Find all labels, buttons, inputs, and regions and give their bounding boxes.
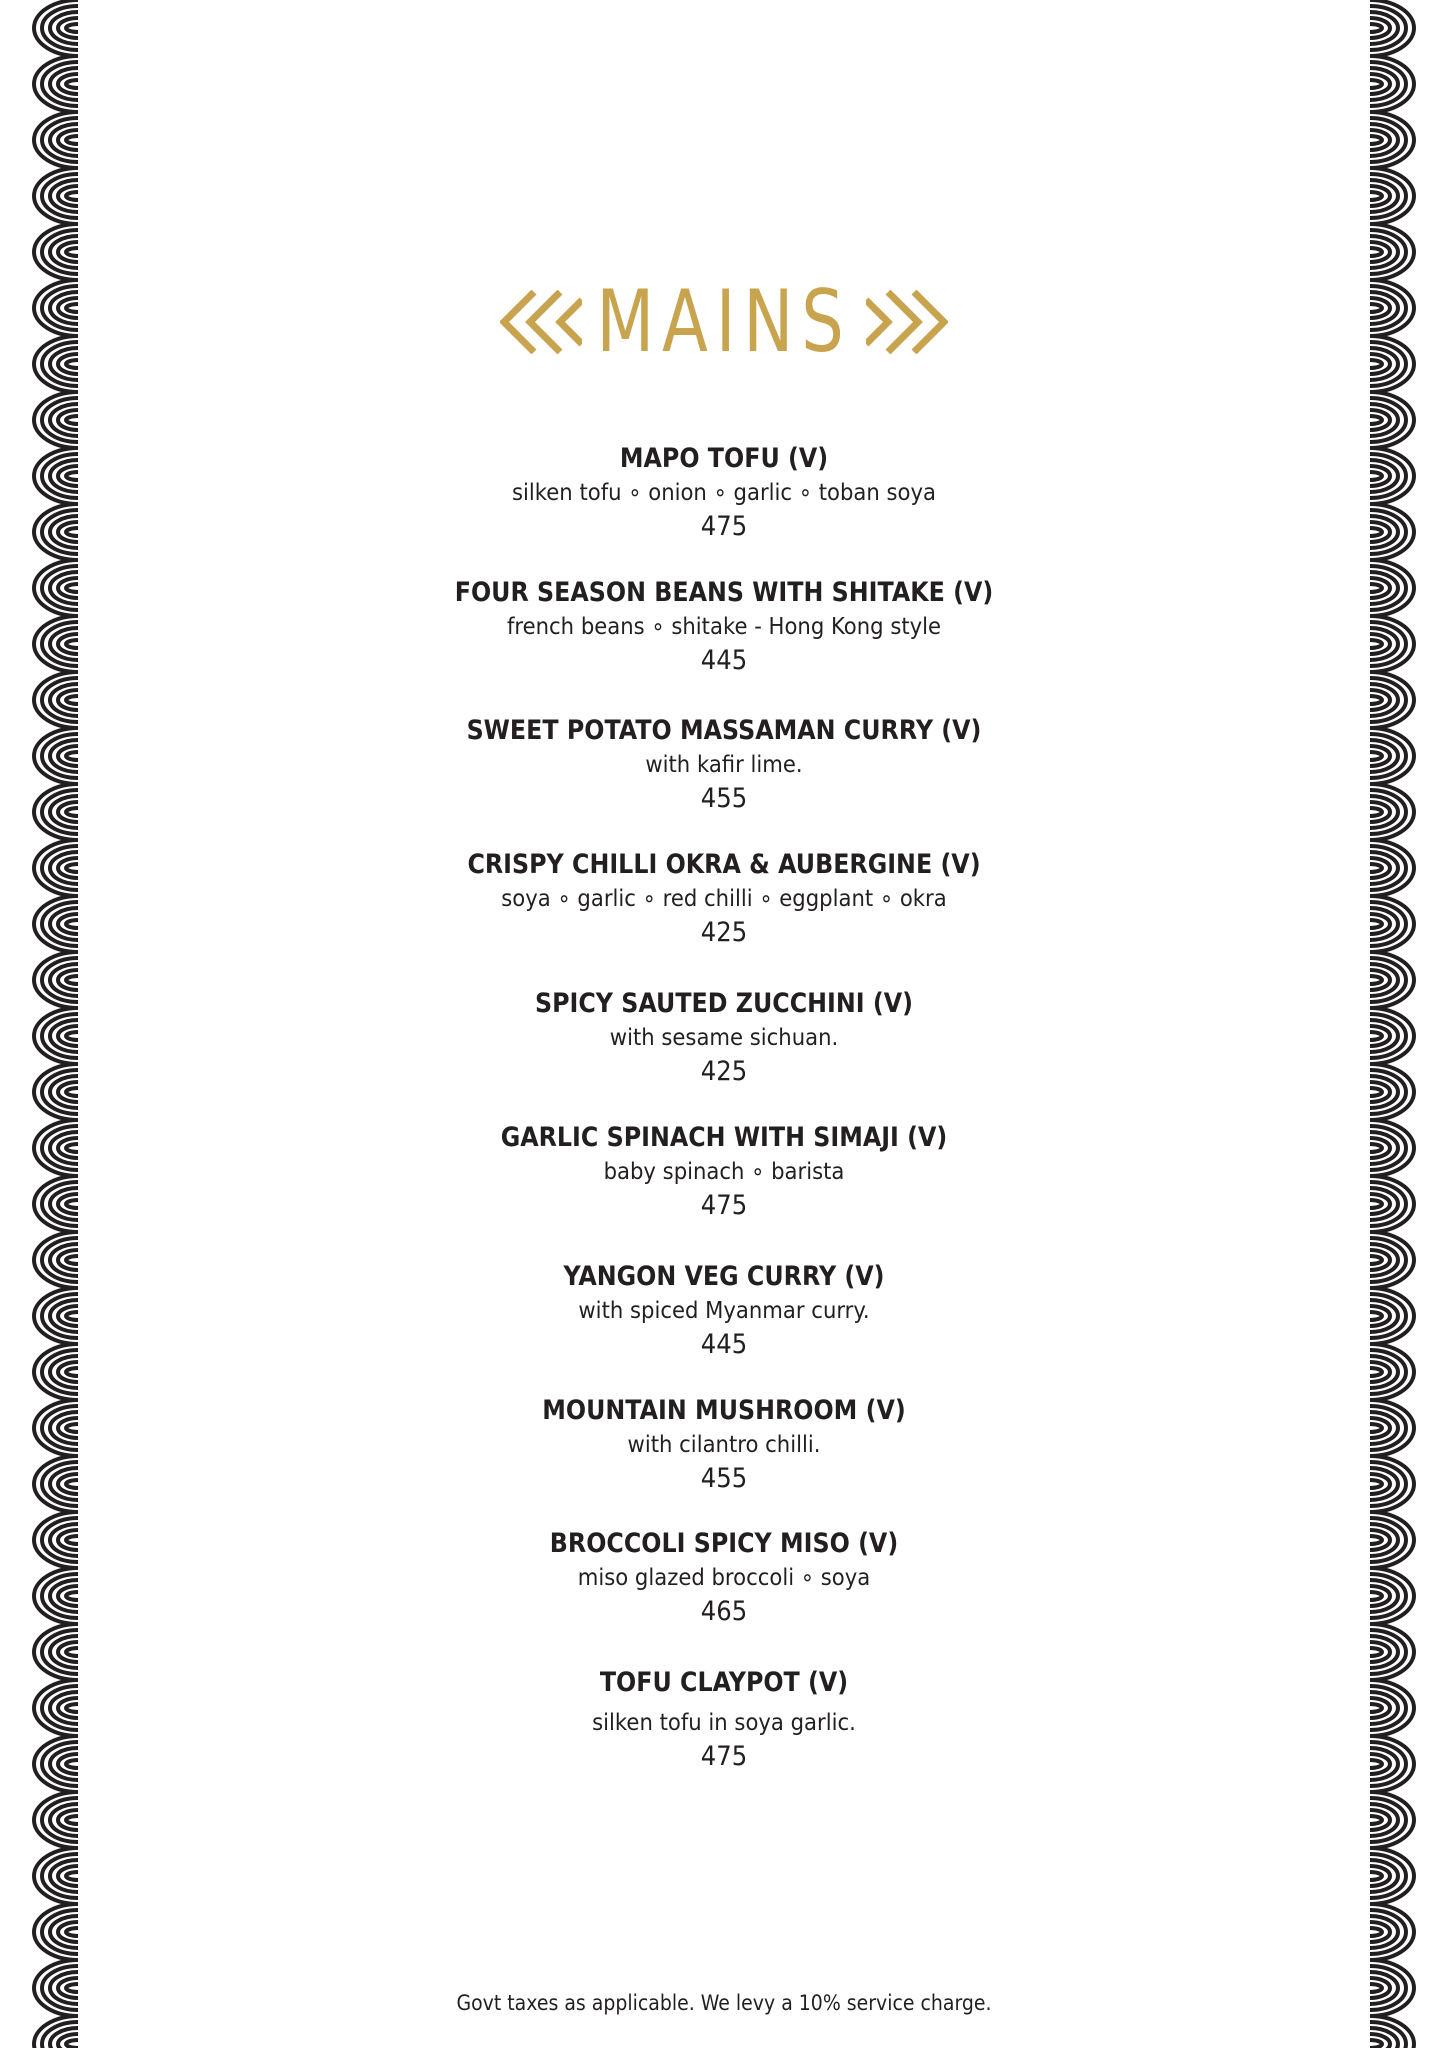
menu-item bbox=[0, 1262, 1448, 1362]
item-price: 455 bbox=[700, 783, 748, 814]
item-name: TOFU CLAYPOT (V) bbox=[599, 1667, 849, 1698]
menu-item bbox=[0, 1123, 1448, 1223]
item-price: 425 bbox=[700, 1056, 748, 1087]
item-description: silken tofu ∘ onion ∘ garlic ∘ toban soya bbox=[512, 480, 936, 506]
page-title: MAINS bbox=[596, 272, 852, 372]
right-chevron-icon bbox=[866, 290, 948, 354]
item-name: SPICY SAUTED ZUCCHINI (V) bbox=[534, 988, 914, 1019]
item-name: SWEET POTATO MASSAMAN CURRY (V) bbox=[466, 715, 982, 746]
menu-item bbox=[0, 578, 1448, 678]
item-name: YANGON VEG CURRY (V) bbox=[563, 1261, 885, 1292]
menu-item bbox=[0, 716, 1448, 816]
item-price: 475 bbox=[700, 511, 748, 542]
item-name: MOUNTAIN MUSHROOM (V) bbox=[542, 1395, 906, 1426]
item-description: miso glazed broccoli ∘ soya bbox=[577, 1565, 871, 1591]
footer-note: Govt taxes as applicable. We levy a 10% service charge. bbox=[456, 1991, 992, 2015]
menu-item bbox=[0, 444, 1448, 544]
item-description: baby spinach ∘ barista bbox=[603, 1159, 845, 1185]
menu-item bbox=[0, 1396, 1448, 1496]
item-description: french beans ∘ shitake - Hong Kong style bbox=[506, 614, 942, 640]
item-name: BROCCOLI SPICY MISO (V) bbox=[549, 1528, 899, 1559]
item-name: FOUR SEASON BEANS WITH SHITAKE (V) bbox=[454, 577, 994, 608]
item-price: 425 bbox=[700, 917, 748, 948]
item-description: with cilantro chilli. bbox=[627, 1432, 821, 1458]
menu-item bbox=[0, 1668, 1448, 1774]
item-price: 445 bbox=[700, 645, 748, 676]
menu-item bbox=[0, 850, 1448, 950]
item-price: 455 bbox=[700, 1463, 748, 1494]
item-description: with sesame sichuan. bbox=[609, 1025, 839, 1051]
item-price: 475 bbox=[700, 1741, 748, 1772]
item-description: soya ∘ garlic ∘ red chilli ∘ eggplant ∘ okra bbox=[501, 886, 947, 912]
item-description: silken tofu in soya garlic. bbox=[592, 1710, 856, 1736]
item-description: with kafir lime. bbox=[645, 752, 803, 778]
item-name: MAPO TOFU (V) bbox=[619, 443, 829, 474]
item-name: CRISPY CHILLI OKRA & AUBERGINE (V) bbox=[467, 849, 981, 880]
item-name: GARLIC SPINACH WITH SIMAJI (V) bbox=[500, 1122, 948, 1153]
menu-item bbox=[0, 1529, 1448, 1629]
item-price: 445 bbox=[700, 1329, 748, 1360]
menu-item bbox=[0, 989, 1448, 1089]
item-description: with spiced Myanmar curry. bbox=[578, 1298, 870, 1324]
item-price: 475 bbox=[700, 1190, 748, 1221]
item-price: 465 bbox=[700, 1596, 748, 1627]
section-header bbox=[0, 272, 1448, 372]
